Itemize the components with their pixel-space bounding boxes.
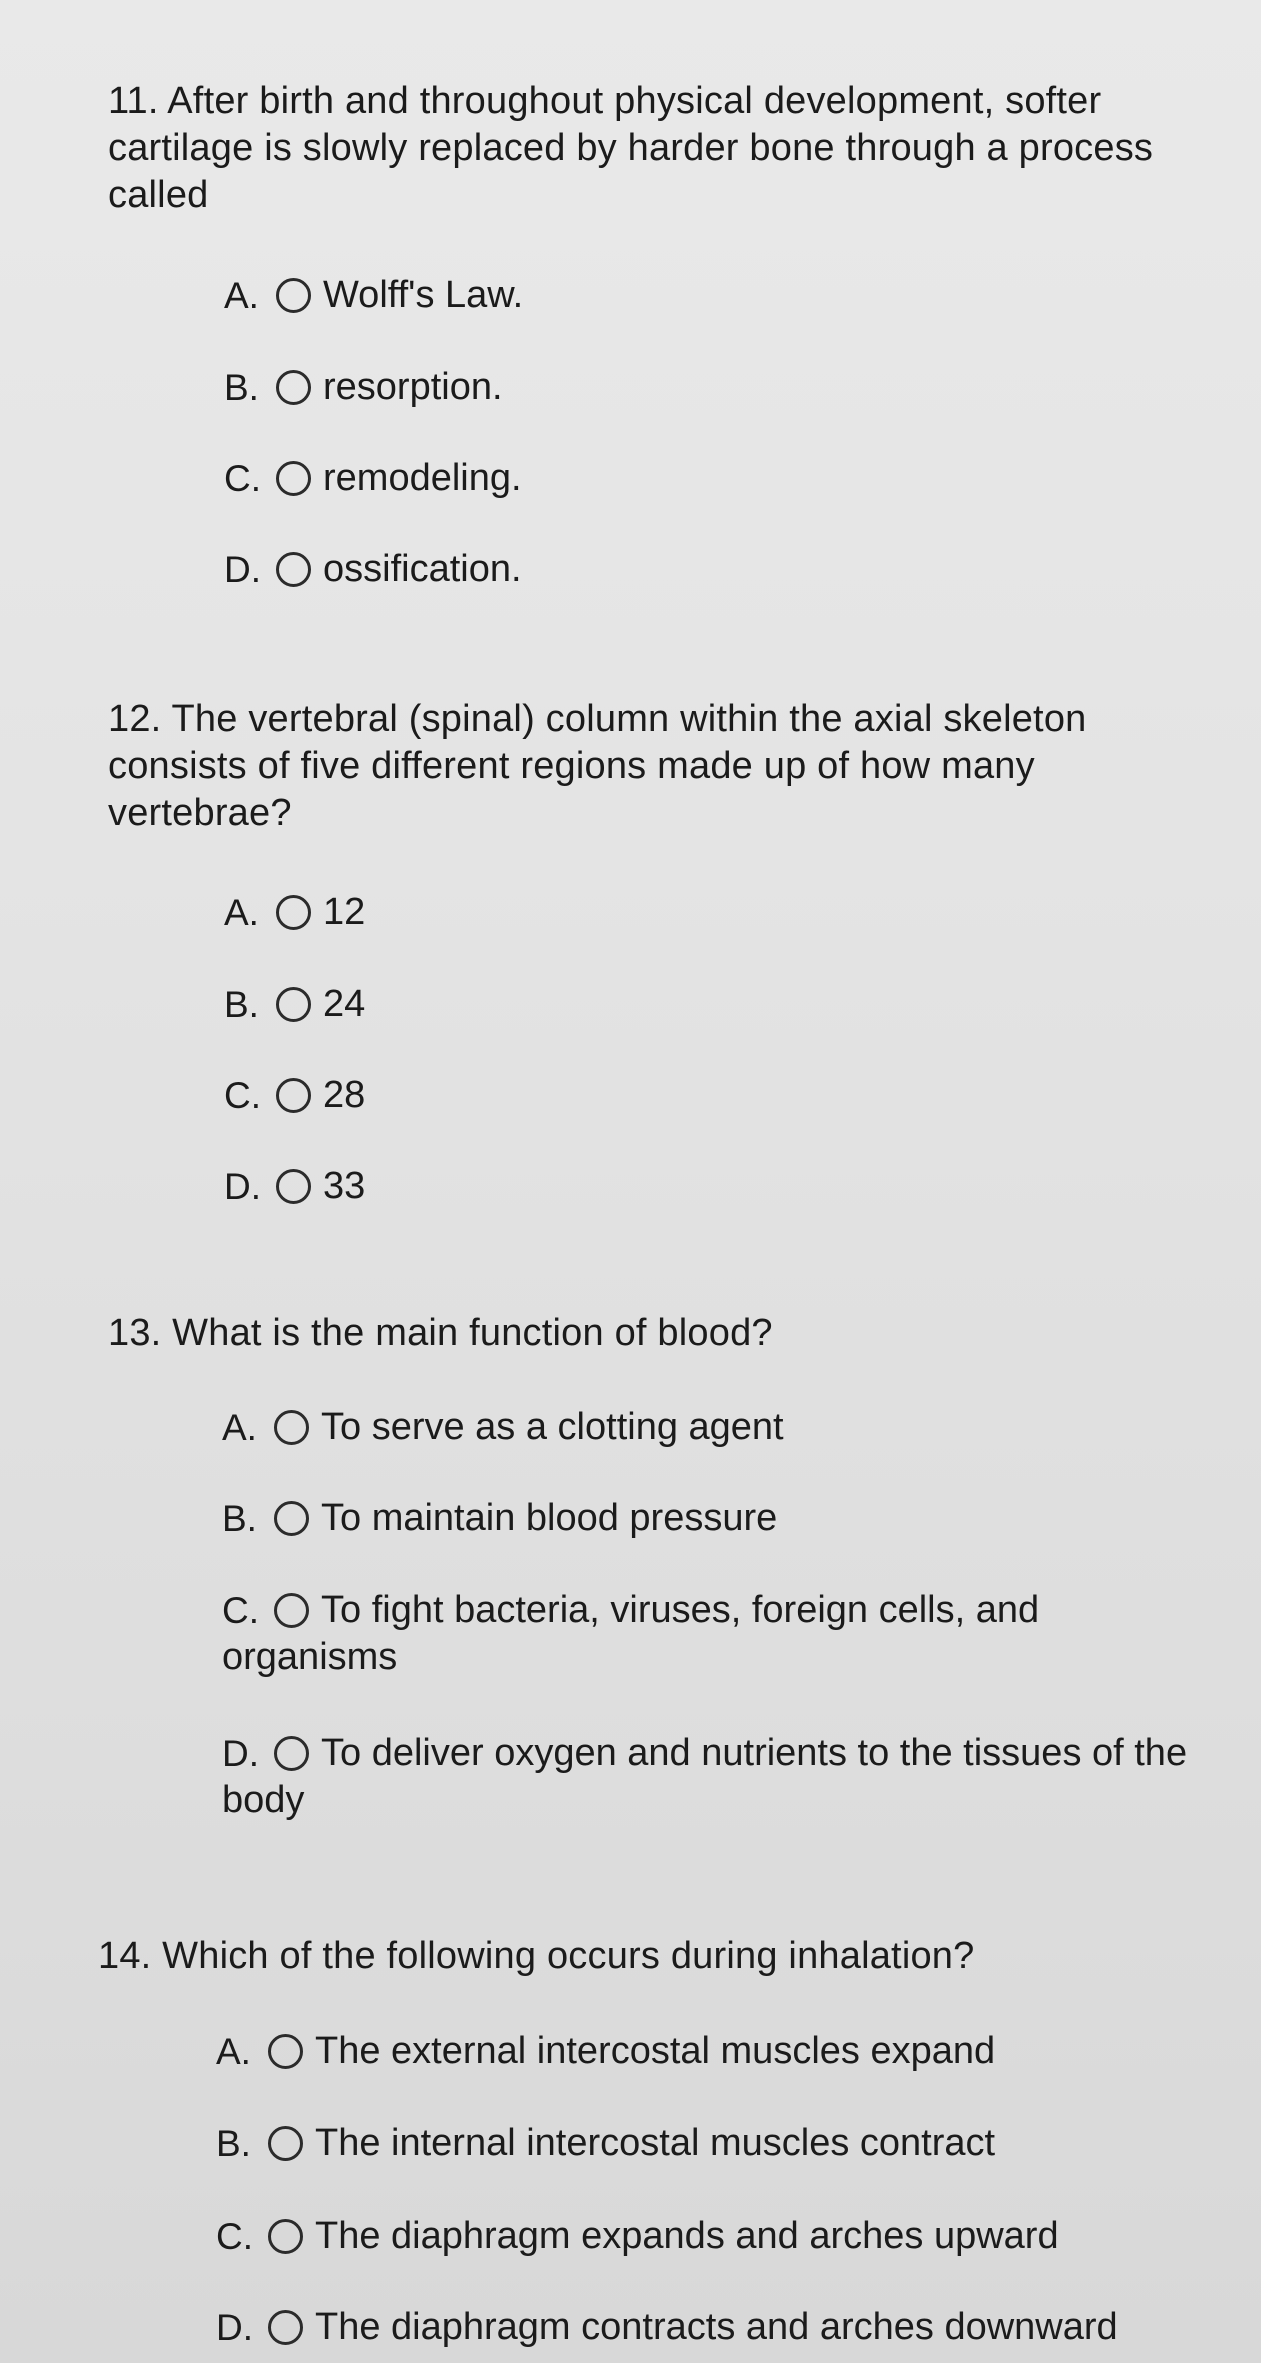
option-letter: C. bbox=[224, 1075, 261, 1116]
question-text: 13. What is the main function of blood? bbox=[108, 1312, 773, 1354]
option-11-d[interactable] bbox=[224, 546, 522, 593]
option-letter: B. bbox=[224, 984, 259, 1025]
option-text: 33 bbox=[323, 1165, 366, 1207]
option-letter: D. bbox=[224, 1166, 261, 1207]
option-13-b[interactable] bbox=[222, 1495, 777, 1542]
option-text: To fight bacteria, viruses, foreign cells, and organisms bbox=[222, 1589, 1040, 1678]
radio-button-icon[interactable] bbox=[276, 370, 311, 405]
radio-button-icon[interactable] bbox=[276, 461, 311, 496]
radio-button-icon[interactable] bbox=[268, 2034, 303, 2069]
option-text: The diaphragm expands and arches upward bbox=[315, 2215, 1059, 2257]
radio-button-icon[interactable] bbox=[276, 1078, 311, 1113]
option-text: Wolff's Law. bbox=[323, 274, 524, 316]
radio-button-icon[interactable] bbox=[268, 2219, 303, 2254]
option-letter: A. bbox=[224, 275, 259, 316]
radio-button-icon[interactable] bbox=[268, 2310, 303, 2345]
option-14-d[interactable] bbox=[216, 2304, 1118, 2351]
radio-button-icon[interactable] bbox=[276, 1169, 311, 1204]
question-text: 11. After birth and throughout physical development, softer cartilage is slowly replaced by harder bone through a process called bbox=[108, 80, 1154, 216]
radio-button-icon[interactable] bbox=[276, 552, 311, 587]
radio-button-icon[interactable] bbox=[276, 895, 311, 930]
option-text: ossification. bbox=[323, 548, 522, 590]
option-12-c[interactable] bbox=[224, 1072, 365, 1119]
option-text: 12 bbox=[323, 891, 366, 933]
question-text: 14. Which of the following occurs during inhalation? bbox=[98, 1935, 975, 1977]
radio-button-icon[interactable] bbox=[274, 1410, 309, 1445]
option-12-b[interactable] bbox=[224, 981, 365, 1028]
option-letter: C. bbox=[216, 2216, 253, 2257]
option-letter: C. bbox=[224, 458, 261, 499]
option-11-a[interactable] bbox=[224, 272, 523, 319]
option-text: To maintain blood pressure bbox=[321, 1497, 778, 1539]
option-text: The diaphragm contracts and arches downward bbox=[315, 2306, 1118, 2348]
option-text: 28 bbox=[323, 1074, 366, 1116]
radio-button-icon[interactable] bbox=[268, 2126, 303, 2161]
option-14-a[interactable] bbox=[216, 2028, 995, 2075]
option-letter: D. bbox=[224, 549, 261, 590]
option-11-b[interactable] bbox=[224, 364, 503, 411]
option-letter: B. bbox=[222, 1498, 257, 1539]
question-text: 12. The vertebral (spinal) column within the axial skeleton consists of five different regions made up of how many vertebrae? bbox=[108, 698, 1087, 834]
option-13-c[interactable] bbox=[222, 1587, 1122, 1681]
option-letter: B. bbox=[224, 367, 259, 408]
option-letter: A. bbox=[216, 2031, 251, 2072]
option-letter: D. bbox=[216, 2307, 253, 2348]
radio-button-icon[interactable] bbox=[276, 987, 311, 1022]
option-12-d[interactable] bbox=[224, 1163, 365, 1210]
radio-button-icon[interactable] bbox=[274, 1501, 309, 1536]
option-letter: A. bbox=[224, 892, 259, 933]
option-14-c[interactable] bbox=[216, 2213, 1059, 2260]
radio-button-icon[interactable] bbox=[274, 1736, 309, 1771]
option-11-c[interactable] bbox=[224, 455, 522, 502]
option-text: The internal intercostal muscles contract bbox=[315, 2122, 996, 2164]
option-13-d[interactable] bbox=[222, 1730, 1222, 1824]
option-13-a[interactable] bbox=[222, 1404, 784, 1451]
option-14-b[interactable] bbox=[216, 2120, 995, 2167]
option-letter: B. bbox=[216, 2123, 251, 2164]
option-text: resorption. bbox=[323, 366, 503, 408]
option-letter: D. bbox=[222, 1733, 259, 1774]
option-12-a[interactable] bbox=[224, 889, 365, 936]
option-text: remodeling. bbox=[323, 457, 522, 499]
option-text: To deliver oxygen and nutrients to the tissues of the body bbox=[222, 1732, 1188, 1821]
option-text: To serve as a clotting agent bbox=[321, 1406, 784, 1448]
option-letter: C. bbox=[222, 1590, 259, 1631]
option-text: 24 bbox=[323, 983, 366, 1025]
option-letter: A. bbox=[222, 1407, 257, 1448]
option-text: The external intercostal muscles expand bbox=[315, 2030, 996, 2072]
radio-button-icon[interactable] bbox=[276, 278, 311, 313]
radio-button-icon[interactable] bbox=[274, 1593, 309, 1628]
